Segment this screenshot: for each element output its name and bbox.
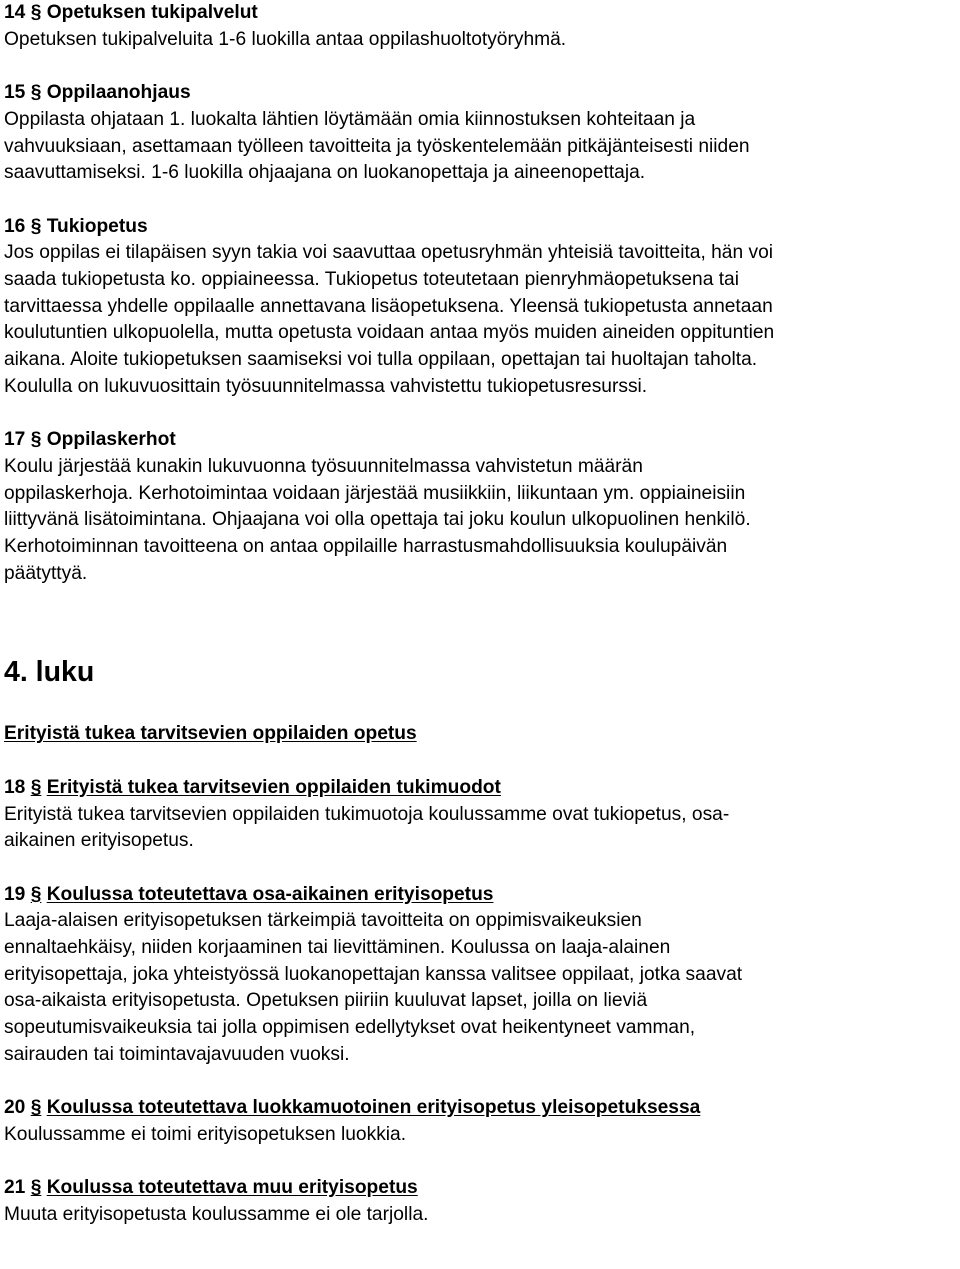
paragraph-line: tarvittaessa yhdelle oppilaalle annettavana lisäopetuksena. Yleensä tukiopetusta annetaan xyxy=(4,295,773,317)
section-title: Opetuksen tukipalvelut xyxy=(46,2,258,23)
section-21 xyxy=(4,1175,956,1228)
paragraph-line: sopeutumisvaikeuksia tai jolla oppimisen edellytykset ovat heikentyneet vamman, xyxy=(4,1017,696,1039)
paragraph-line: sairauden tai toimintavajavuuden vuoksi. xyxy=(4,1043,350,1065)
spacer xyxy=(4,1069,956,1096)
paragraph-line: ennaltaehkäisy, niiden korjaaminen tai lievittäminen. Koulussa on laaja-alainen xyxy=(4,937,671,959)
paragraph-line: Oppilasta ohjataan 1. luokalta lähtien löytämään omia kiinnostuksen kohteitaan ja xyxy=(4,108,696,130)
paragraph-line: Jos oppilas ei tilapäisen syyn takia voi saavuttaa opetusryhmän yhteisiä tavoitteita, hän voi xyxy=(4,242,773,264)
paragraph-line: Laaja-alaisen erityisopetuksen tärkeimpiä tavoitteita on oppimisvaikeuksien xyxy=(4,910,642,932)
section-number: 20 xyxy=(4,1097,26,1119)
section-title: Koulussa toteutettava luokkamuotoinen erityisopetus yleisopetuksessa xyxy=(46,1097,701,1119)
section-title: Erityistä tukea tarvitsevien oppilaiden tukimuodot xyxy=(46,776,501,798)
paragraph-line: Muuta erityisopetusta koulussamme ei ole tarjolla. xyxy=(4,1204,429,1226)
paragraph-line: osa-aikaista erityisopetusta. Opetuksen piiriin kuuluvat lapset, joilla on lieviä xyxy=(4,990,648,1012)
paragraph-line: oppilaskerhoja. Kerhotoimintaa voidaan järjestää musiikkiin, liikuntaan ym. oppiaineisiin xyxy=(4,482,746,504)
section-14 xyxy=(4,0,956,53)
section-sign-icon: § xyxy=(30,1177,42,1199)
paragraph-line: erityisopettaja, joka yhteistyössä luokanopettajan kanssa valitsee oppilaat, jotka saavat xyxy=(4,963,743,985)
paragraph-line: vahvuuksiaan, asettamaan työlleen tavoitteita ja työskentelemään pitkäjänteisesti niiden xyxy=(4,135,750,157)
section-16 xyxy=(4,214,956,401)
section-number: 21 xyxy=(4,1177,26,1199)
section-title: Oppilaanohjaus xyxy=(46,82,191,104)
section-heading xyxy=(4,0,956,27)
section-number: 15 xyxy=(4,82,26,104)
section-number: 18 xyxy=(4,776,26,798)
section-number: 17 xyxy=(4,429,26,451)
section-sign-icon: § xyxy=(30,82,42,104)
spacer xyxy=(4,587,956,654)
section-sign-icon: § xyxy=(30,1097,42,1119)
section-19 xyxy=(4,882,956,1069)
paragraph-line: Erityistä tukea tarvitsevien oppilaiden tukimuotoja koulussamme ovat tukiopetus, osa- xyxy=(4,803,730,825)
section-heading xyxy=(4,1175,956,1202)
spacer xyxy=(4,187,956,214)
section-sign-icon: § xyxy=(30,883,42,905)
section-title: Oppilaskerhot xyxy=(46,429,176,451)
paragraph-line: saada tukiopetusta ko. oppiaineessa. Tukiopetus toteutetaan pienryhmäopetuksena tai xyxy=(4,269,739,290)
document-body xyxy=(4,0,956,1229)
paragraph-line: Koulu järjestää kunakin lukuvuonna työsuunnitelmassa vahvistetun määrän xyxy=(4,455,643,477)
section-heading xyxy=(4,214,956,241)
paragraph-line: koulutuntien ulkopuolella, mutta opetusta voidaan antaa myös muiden aineiden oppituntien xyxy=(4,322,775,344)
paragraph-line: Kerhotoiminnan tavoitteena on antaa oppilaille harrastusmahdollisuuksia koulupäivän xyxy=(4,536,728,558)
section-17 xyxy=(4,427,956,587)
spacer xyxy=(4,748,956,775)
paragraph-line: liittyvänä lisätoimintana. Ohjaajana voi olla opettaja tai joku koulun ulkopuolinen henkilö. xyxy=(4,509,751,531)
section-title: Tukiopetus xyxy=(46,215,148,237)
paragraph-line: Koulussamme ei toimi erityisopetuksen luokkia. xyxy=(4,1123,407,1145)
paragraph-line: saavuttamiseksi. 1-6 luokilla ohjaajana on luokanopettaja ja aineenopettaja. xyxy=(4,162,646,184)
section-sign-icon: § xyxy=(30,2,42,23)
spacer xyxy=(4,53,956,80)
chapter-heading: 4. luku xyxy=(4,656,95,689)
section-number: 14 xyxy=(4,2,26,23)
spacer xyxy=(4,690,956,721)
spacer xyxy=(4,401,956,428)
spacer xyxy=(4,855,956,882)
paragraph-line: päätyttyä. xyxy=(4,562,88,584)
section-heading xyxy=(4,427,956,454)
section-20 xyxy=(4,1095,956,1148)
section-heading xyxy=(4,1095,956,1122)
section-sign-icon: § xyxy=(30,215,42,237)
section-18 xyxy=(4,775,956,855)
section-title: Koulussa toteutettava muu erityisopetus xyxy=(46,1177,418,1199)
section-heading xyxy=(4,882,956,909)
paragraph-line: Opetuksen tukipalveluita 1-6 luokilla antaa oppilashuoltotyöryhmä. xyxy=(4,28,567,50)
chapter-title: Erityistä tukea tarvitsevien oppilaiden opetus xyxy=(4,723,417,745)
section-15 xyxy=(4,80,956,187)
section-title: Koulussa toteutettava osa-aikainen erityisopetus xyxy=(46,883,494,905)
paragraph-line: aikainen erityisopetus. xyxy=(4,830,194,852)
section-sign-icon: § xyxy=(30,429,42,451)
spacer xyxy=(4,1149,956,1176)
section-sign-icon: § xyxy=(30,776,42,798)
paragraph-line: Koululla on lukuvuosittain työsuunnitelmassa vahvistettu tukiopetusresurssi. xyxy=(4,375,648,397)
section-heading xyxy=(4,775,956,802)
paragraph-line: aikana. Aloite tukiopetuksen saamiseksi voi tulla oppilaan, opettajan tai huoltajan taholta. xyxy=(4,349,758,371)
section-number: 16 xyxy=(4,215,26,237)
section-heading xyxy=(4,80,956,107)
section-number: 19 xyxy=(4,883,26,905)
